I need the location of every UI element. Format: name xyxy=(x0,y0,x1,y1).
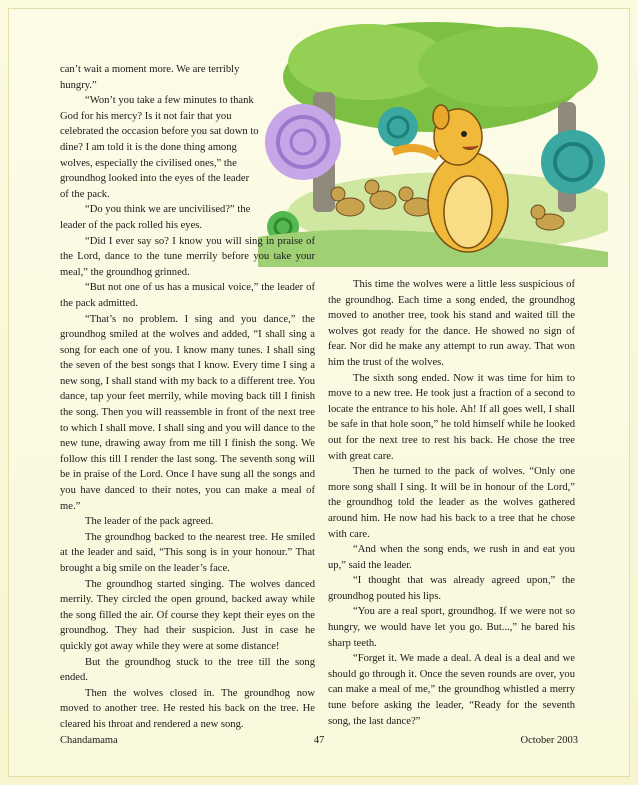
paragraph: The groundhog backed to the nearest tree. He smiled at the leader and said, “This song is in your honour.” That brought a big smile on the leader’s face. xyxy=(60,531,315,574)
paragraph: “Did I ever say so? I know you will sing in praise of the Lord, dance to the tune merrily before you take your meal,” the groundhog grinned. xyxy=(60,235,315,278)
wrapped-text-block xyxy=(60,62,260,234)
paragraph: “And when the song ends, we rush in and eat you up,” said the leader. xyxy=(328,544,575,571)
right-column xyxy=(328,277,575,729)
paragraph: The sixth song ended. Now it was time for him to move to a new tree. He took just a fraction of a second to locate the entrance to his hole. Ah! If all goes well, I shall be safe in that hole soon,” he told himself while he looked out for the next tree to rest his back. He chose the tree with great care. xyxy=(328,372,575,462)
paragraph: The leader of the pack agreed. xyxy=(85,516,214,528)
left-column xyxy=(60,62,315,733)
paragraph: “I thought that was already agreed upon,” the groundhog pouted his lips. xyxy=(328,575,575,602)
paragraph: “Do you think we are uncivilised?” the leader of the pack rolled his eyes. xyxy=(60,204,251,231)
paragraph: “Won’t you take a few minutes to thank God for his mercy? Is it not fair that you celebrated the occasion before you sat down to dine? I am told it is the done thing among wolves, especially the civilised ones,” the groundhog looked into the eyes of the leader of the pack. xyxy=(60,95,259,200)
paragraph: can’t wait a moment more. We are terribly hungry.” xyxy=(60,64,240,91)
paragraph: “Forget it. We made a deal. A deal is a deal and we should go through it. Once the seven rounds are over, you can make a meal of me,” the groundhog whistled a merry tune before asking the leader, “Ready for the seventh song, the last dance?” xyxy=(328,653,575,727)
paragraph: But the groundhog stuck to the tree till the song ended. xyxy=(60,656,315,684)
paragraph: This time the wolves were a little less suspicious of the groundhog. Each time a song ended, the groundhog moved to another tree, took his stand and waited till the wolves got ready for the dance. He showed no sign of fear. Nor did he make any attempt to run away. That won him the trust of the wolves. xyxy=(328,279,575,368)
magazine-name: Chandamama xyxy=(60,735,118,746)
paragraph: Then the wolves closed in. The groundhog now moved to another tree. He rested his back on the tree. He cleared his throat and rendered a new song. xyxy=(60,687,315,730)
left-column-body xyxy=(60,234,315,733)
issue-date: October 2003 xyxy=(520,735,578,746)
page-footer xyxy=(60,735,578,746)
paragraph: Then he turned to the pack of wolves. “Only one more song shall I sing. It will be in honour of the Lord,” the groundhog told the leader as the wolves gathered around him. He now had his back to a tree that he chose with care. xyxy=(328,466,575,540)
page-number: 47 xyxy=(313,735,325,746)
paragraph: “That’s no problem. I sing and you dance,” the groundhog smiled at the wolves and added, “I shall sing a song for each one of you. I know many tunes. I shall sing the seven of the best songs that I know. Every time I sing a new song, I shall stand with my back to a different tree. You dance, tap your feet merrily, while moving back till I finish the song. Then you will reassemble in front of the next tree to which I shall move. I shall sing and you will dance to the new tune, drawing away from me till I finish the song. We follow this till I render the last song. The seventh song will be in praise of the Lord. Once I have sung all the songs and you have danced to their notes, you can make a meal of me.” xyxy=(60,313,315,512)
paragraph: “You are a real sport, groundhog. If we were not so hungry, we would have let you go. But...,” he bared his sharp teeth. xyxy=(328,606,575,649)
paragraph: The groundhog started singing. The wolves danced merrily. They circled the open ground, backed away while the song filled the air. Of course they kept their eyes on the groundhog. They had their suspicion. Just in case he quickly got away while they were at some distance! xyxy=(60,578,315,652)
paragraph: “But not one of us has a musical voice,” the leader of the pack admitted. xyxy=(60,282,315,309)
